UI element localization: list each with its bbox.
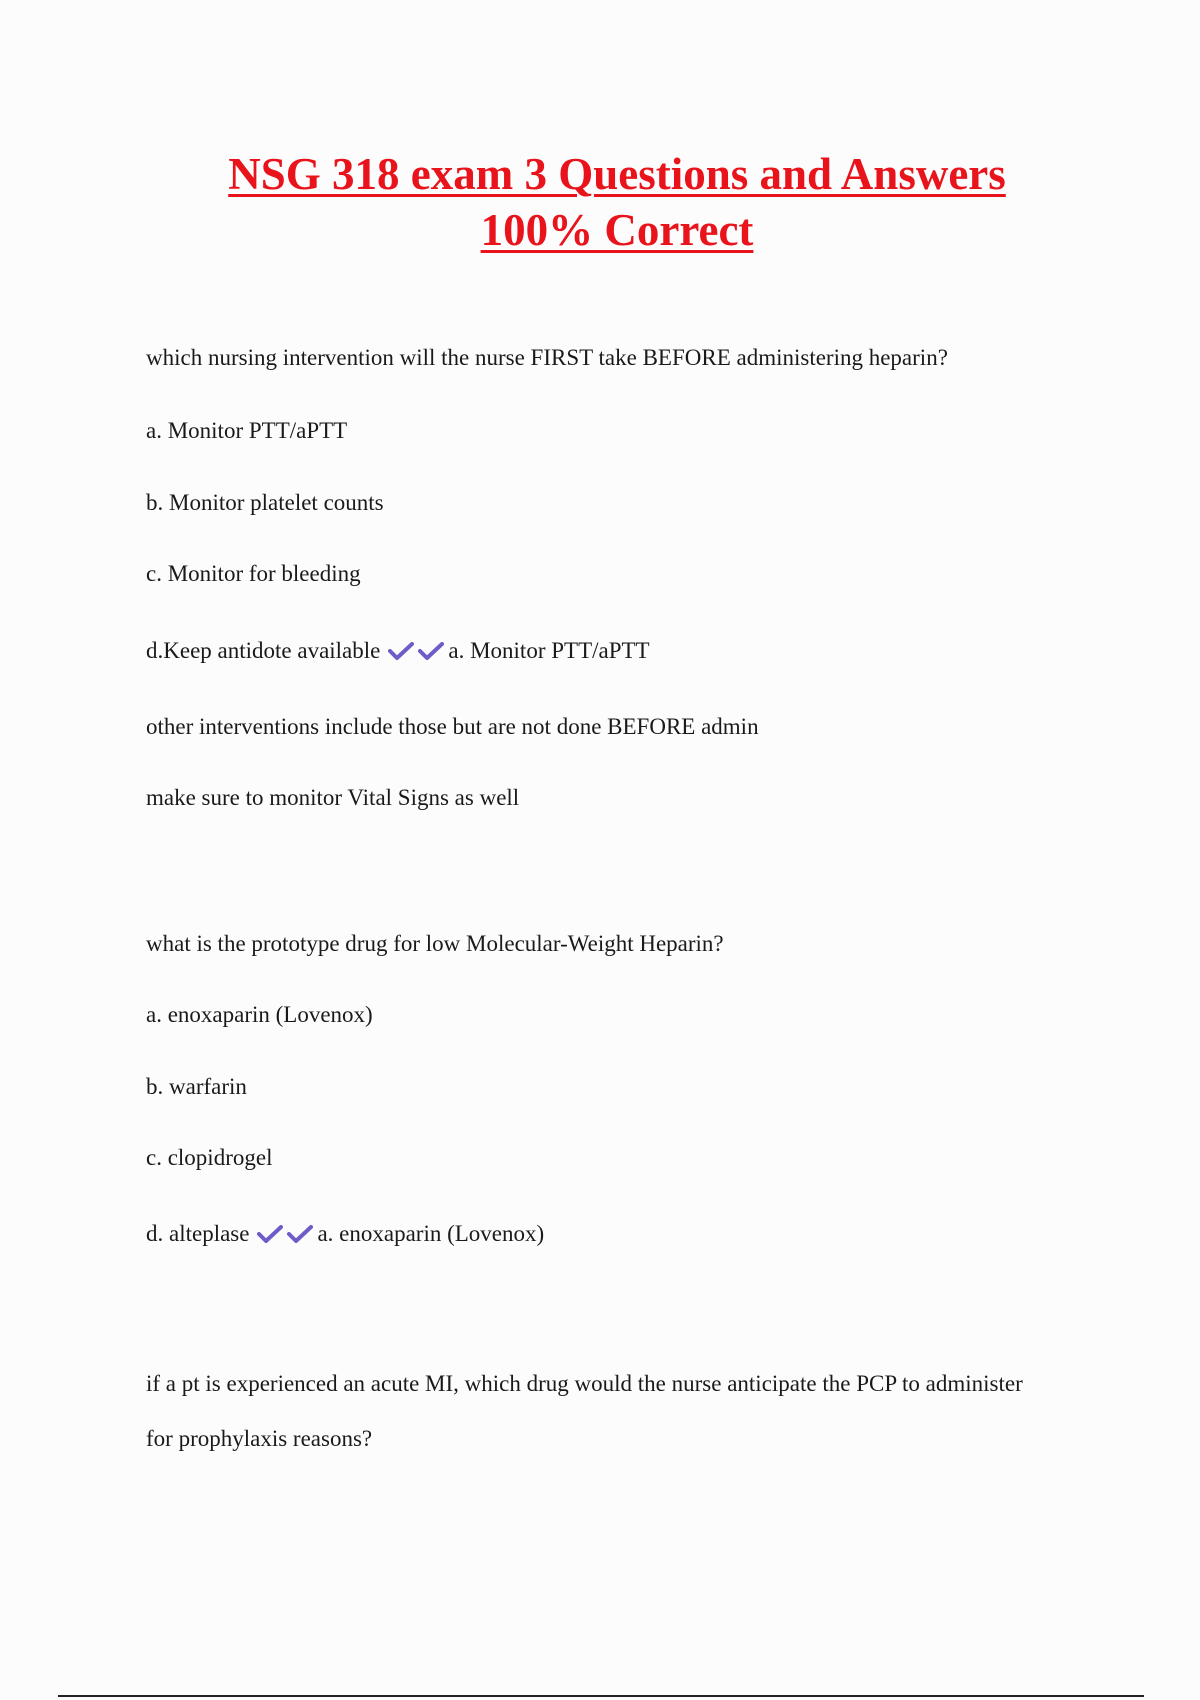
question-1-option-b: b. Monitor platelet counts <box>146 490 384 515</box>
question-2-answer: a. enoxaparin (Lovenox) <box>317 1221 545 1246</box>
question-2-text: what is the prototype drug for low Molecular-Weight Heparin? <box>146 931 724 956</box>
question-3-text-line-1: if a pt is experienced an acute MI, which drug would the nurse anticipate the PCP to administer <box>146 1371 1023 1396</box>
checkmark-icon <box>388 641 414 661</box>
question-1-text: which nursing intervention will the nurse FIRST take BEFORE administering heparin? <box>146 345 948 370</box>
question-2-option-d: d. alteplase <box>146 1221 250 1246</box>
question-1-answer: a. Monitor PTT/aPTT <box>448 638 650 663</box>
document-title <box>0 146 1200 258</box>
question-1-note-2: make sure to monitor Vital Signs as well <box>146 785 520 810</box>
question-1-note-1: other interventions include those but are not done BEFORE admin <box>146 714 759 739</box>
question-3-text-line-2: for prophylaxis reasons? <box>146 1426 373 1451</box>
checkmark-icon <box>257 1224 283 1244</box>
checkmark-icon <box>418 641 444 661</box>
question-2-option-d-row <box>146 1219 544 1249</box>
question-2-option-c: c. clopidrogel <box>146 1145 273 1170</box>
page-bottom-divider <box>58 1695 1144 1697</box>
question-2-option-b: b. warfarin <box>146 1074 247 1099</box>
checkmark-icon <box>287 1224 313 1244</box>
question-1-option-d: d.Keep antidote available <box>146 638 381 663</box>
question-1-option-a: a. Monitor PTT/aPTT <box>146 418 348 443</box>
question-1-option-d-row <box>146 636 650 666</box>
title-line-1: NSG 318 exam 3 Questions and Answers <box>228 149 1006 199</box>
question-1-option-c: c. Monitor for bleeding <box>146 561 361 586</box>
title-line-2: 100% Correct <box>480 205 754 255</box>
question-2-option-a: a. enoxaparin (Lovenox) <box>146 1002 373 1027</box>
